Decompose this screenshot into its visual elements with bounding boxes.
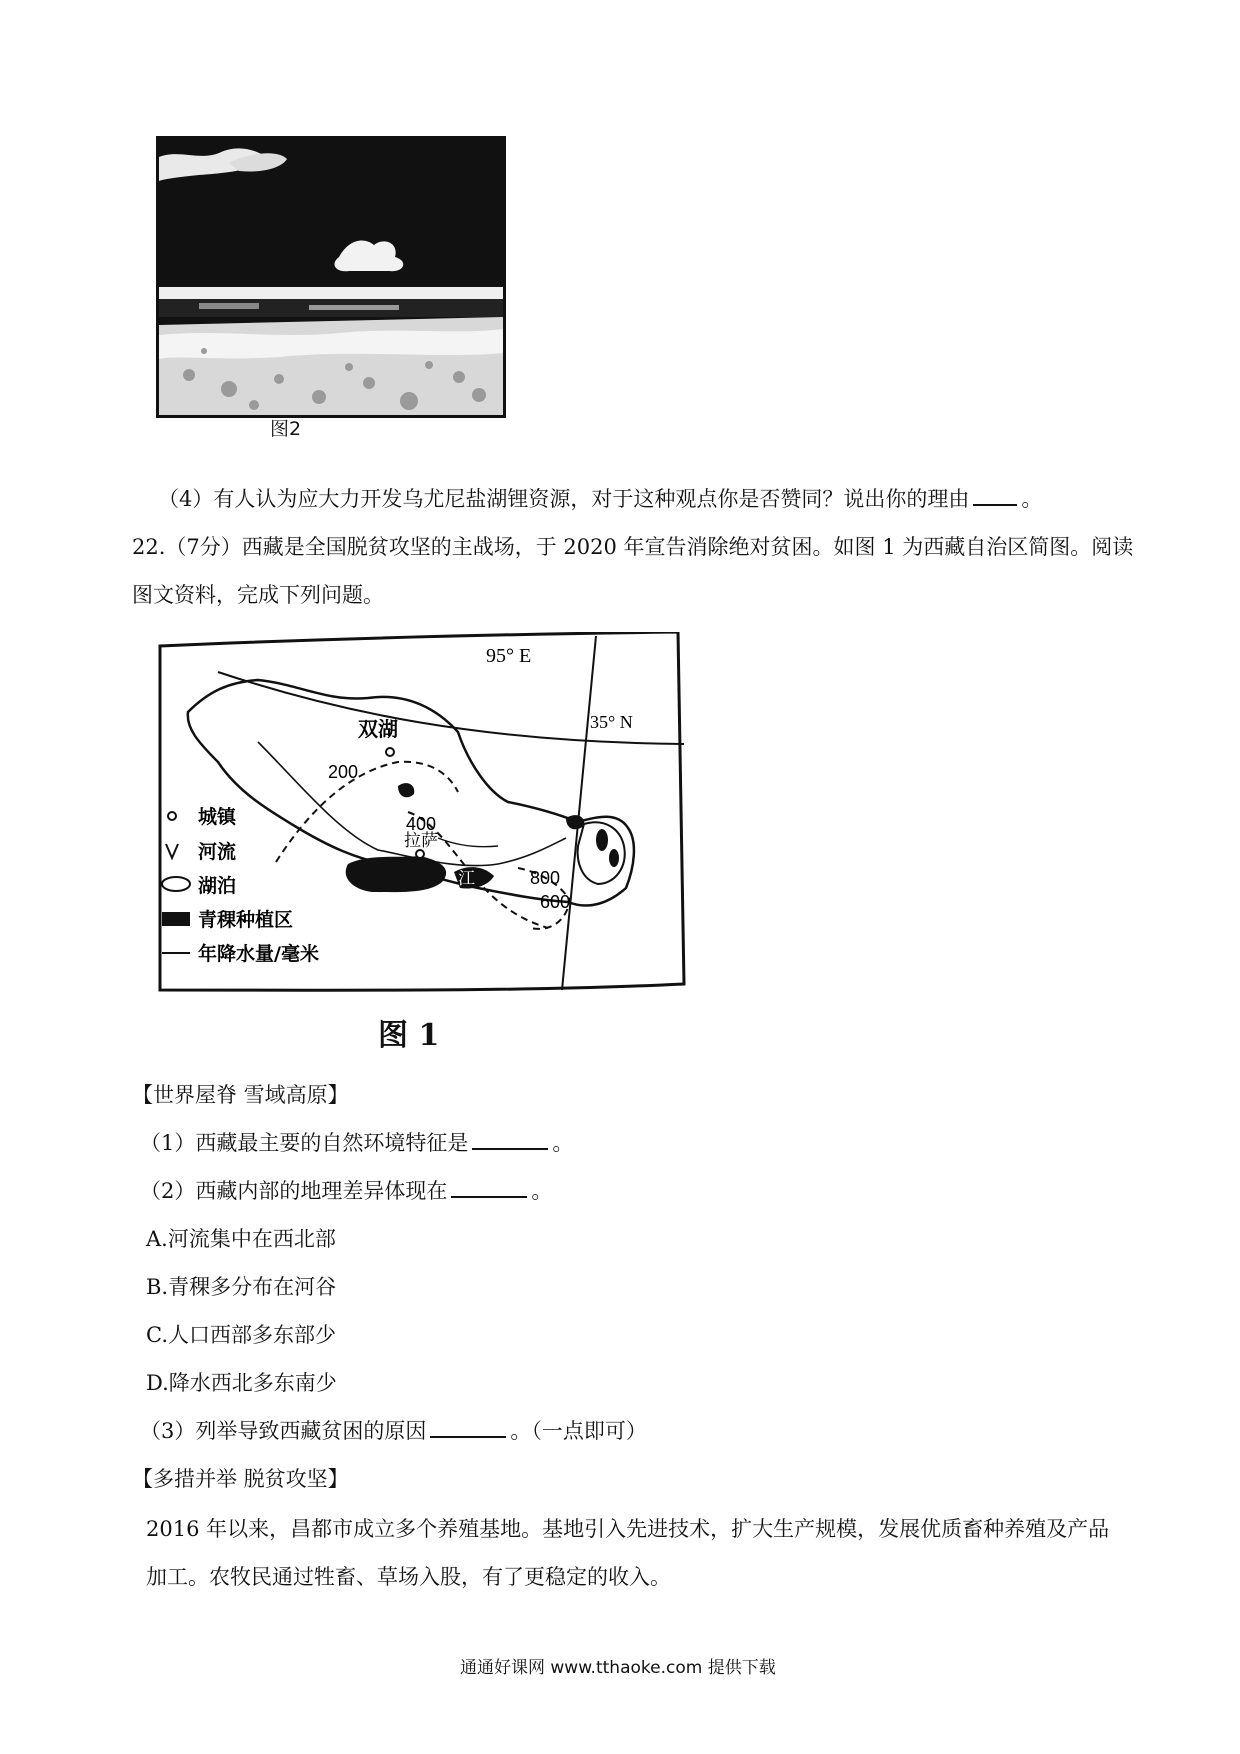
section-heading-1: 【世界屋脊 雪域高原】 bbox=[132, 1083, 349, 1107]
question-text: （3）列举导致西藏贫困的原因 bbox=[140, 1419, 427, 1443]
figure-2-photo bbox=[156, 136, 506, 418]
option-c[interactable]: C.人口西部多东部少 bbox=[146, 1323, 336, 1347]
isohyet-800-label: 800 bbox=[530, 868, 561, 888]
question-end: 。 bbox=[552, 1131, 574, 1155]
option-b[interactable]: B.青稞多分布在河谷 bbox=[146, 1275, 337, 1299]
paragraph-line-2: 加工。农牧民通过牲畜、草场入股，有了更稳定的收入。 bbox=[146, 1565, 671, 1589]
town-label-2: 拉萨 bbox=[404, 831, 438, 851]
legend-barley: 青稞种植区 bbox=[198, 909, 294, 931]
question-2 bbox=[140, 1176, 552, 1206]
tibet-map-svg bbox=[158, 632, 686, 992]
figure-2-caption: 图2 bbox=[270, 418, 302, 440]
longitude-label: 95° E bbox=[486, 645, 532, 667]
figure-1-caption: 图 1 bbox=[378, 1018, 440, 1053]
river-label: 江 bbox=[458, 869, 475, 889]
legend-lake: 湖泊 bbox=[198, 875, 237, 897]
isohyet-600-label: 600 bbox=[540, 892, 571, 912]
legend-precip: 年降水量/毫米 bbox=[198, 943, 319, 965]
question-text: （1）西藏最主要的自然环境特征是 bbox=[140, 1131, 469, 1155]
question-text: （2）西藏内部的地理差异体现在 bbox=[140, 1179, 448, 1203]
paragraph-line-1: 2016 年以来，昌都市成立多个养殖基地。基地引入先进技术，扩大生产规模，发展优质畜种养殖及产品 bbox=[146, 1517, 1110, 1541]
legend-town: 城镇 bbox=[198, 806, 237, 828]
answer-blank[interactable] bbox=[451, 1176, 527, 1198]
salt-lake-photo bbox=[159, 139, 503, 415]
legend-river: 河流 bbox=[198, 841, 237, 863]
answer-blank[interactable] bbox=[430, 1416, 506, 1438]
section-heading-2: 【多措并举 脱贫攻坚】 bbox=[132, 1467, 349, 1491]
town-label: 双湖 bbox=[358, 717, 398, 741]
barley-legend-icon bbox=[162, 912, 190, 926]
question-22-line-1: 22.（7分）西藏是全国脱贫攻坚的主战场，于 2020 年宣告消除绝对贫困。如图 1 为西藏自治区简图。阅读 bbox=[132, 535, 1134, 559]
footer-text: 通通好课网 www.tthaoke.com 提供下载 bbox=[460, 1658, 776, 1678]
option-d[interactable]: D.降水西北多东南少 bbox=[146, 1371, 337, 1395]
question-22-line-2: 图文资料，完成下列问题。 bbox=[132, 583, 384, 607]
latitude-label: 35° N bbox=[590, 712, 633, 732]
question-text: （4）有人认为应大力开发乌尤尼盐湖锂资源，对于这种观点你是否赞同？说出你的理由 bbox=[158, 487, 970, 511]
isohyet-400-label: 400 bbox=[406, 814, 437, 834]
question-end: 。 bbox=[1021, 487, 1043, 511]
isohyet-200-label: 200 bbox=[328, 762, 359, 782]
question-1 bbox=[140, 1128, 573, 1158]
tibet-map bbox=[158, 632, 686, 992]
lake-legend-icon bbox=[162, 877, 190, 891]
answer-blank[interactable] bbox=[973, 484, 1017, 506]
answer-blank[interactable] bbox=[472, 1128, 548, 1150]
question-end: 。 bbox=[531, 1179, 553, 1203]
option-a[interactable]: A.河流集中在西北部 bbox=[146, 1227, 336, 1251]
town-legend-icon bbox=[168, 812, 176, 820]
question-end: 。（一点即可） bbox=[510, 1419, 647, 1443]
question-3 bbox=[140, 1416, 647, 1446]
question-21-4 bbox=[158, 484, 1042, 514]
